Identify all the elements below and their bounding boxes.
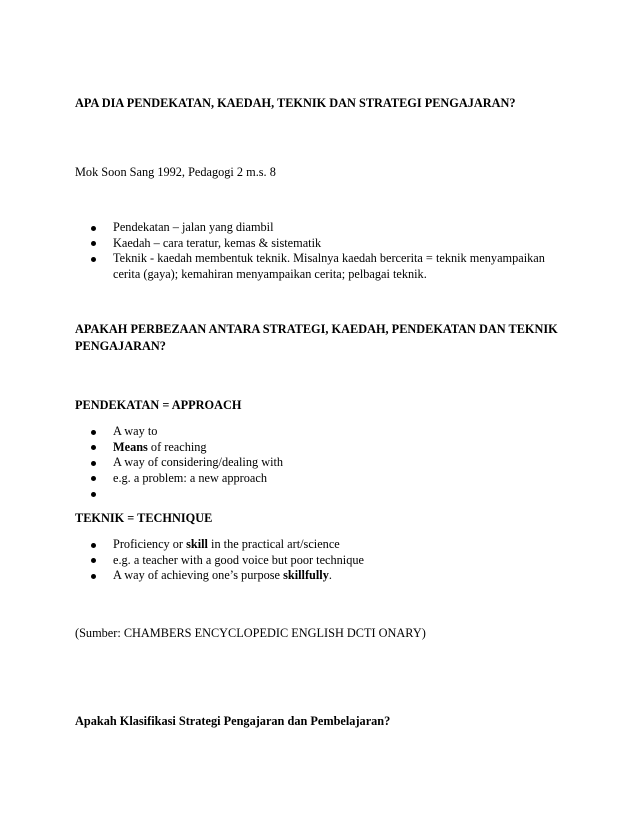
list-item: A way of considering/dealing with: [75, 455, 575, 471]
bullet-icon: [91, 257, 96, 262]
classification-heading: Apakah Klasifikasi Strategi Pengajaran dan Pembelajaran?: [75, 714, 391, 728]
bullet-icon: [91, 430, 96, 435]
list-item: A way of achieving one’s purpose skillfully.: [75, 568, 575, 584]
bullet-icon: [91, 543, 96, 548]
approach-title: PENDEKATAN = APPROACH: [75, 398, 242, 412]
bullet-icon: [91, 226, 96, 231]
reference-line: Mok Soon Sang 1992, Pedagogi 2 m.s. 8: [75, 165, 276, 179]
list-item: A way to: [75, 424, 575, 440]
list-item: Proficiency or skill in the practical art/science: [75, 537, 575, 553]
technique-title: TEKNIK = TECHNIQUE: [75, 511, 213, 525]
approach-list: [75, 424, 575, 502]
technique-list: [75, 537, 575, 584]
list-item: [75, 486, 575, 502]
bullet-icon: [91, 445, 96, 450]
difference-heading: APAKAH PERBEZAAN ANTARA STRATEGI, KAEDAH, PENDEKATAN DAN TEKNIK PENGAJARAN?: [75, 322, 558, 353]
bullet-icon: [91, 574, 96, 579]
list-item: Kaedah – cara teratur, kemas & sistematik: [75, 236, 575, 252]
list-item: e.g. a problem: a new approach: [75, 471, 575, 487]
source-note: (Sumber: CHAMBERS ENCYCLOPEDIC ENGLISH DCTI ONARY): [75, 626, 426, 640]
list-item: Means of reaching: [75, 440, 575, 456]
bullet-icon: [91, 558, 96, 563]
main-heading: APA DIA PENDEKATAN, KAEDAH, TEKNIK DAN STRATEGI PENGAJARAN?: [75, 96, 516, 110]
bullet-icon: [91, 241, 96, 246]
list-item: Pendekatan – jalan yang diambil: [75, 220, 575, 236]
list-item: e.g. a teacher with a good voice but poor technique: [75, 553, 575, 569]
definitions-list: [75, 220, 575, 282]
bullet-icon: [91, 476, 96, 481]
list-item: Teknik - kaedah membentuk teknik. Misalnya kaedah bercerita = teknik menyampaikan cerita (gaya); kemahiran menyampaikan cerita; pelbagai teknik.: [75, 251, 575, 282]
bullet-icon: [91, 492, 96, 497]
bullet-icon: [91, 461, 96, 466]
